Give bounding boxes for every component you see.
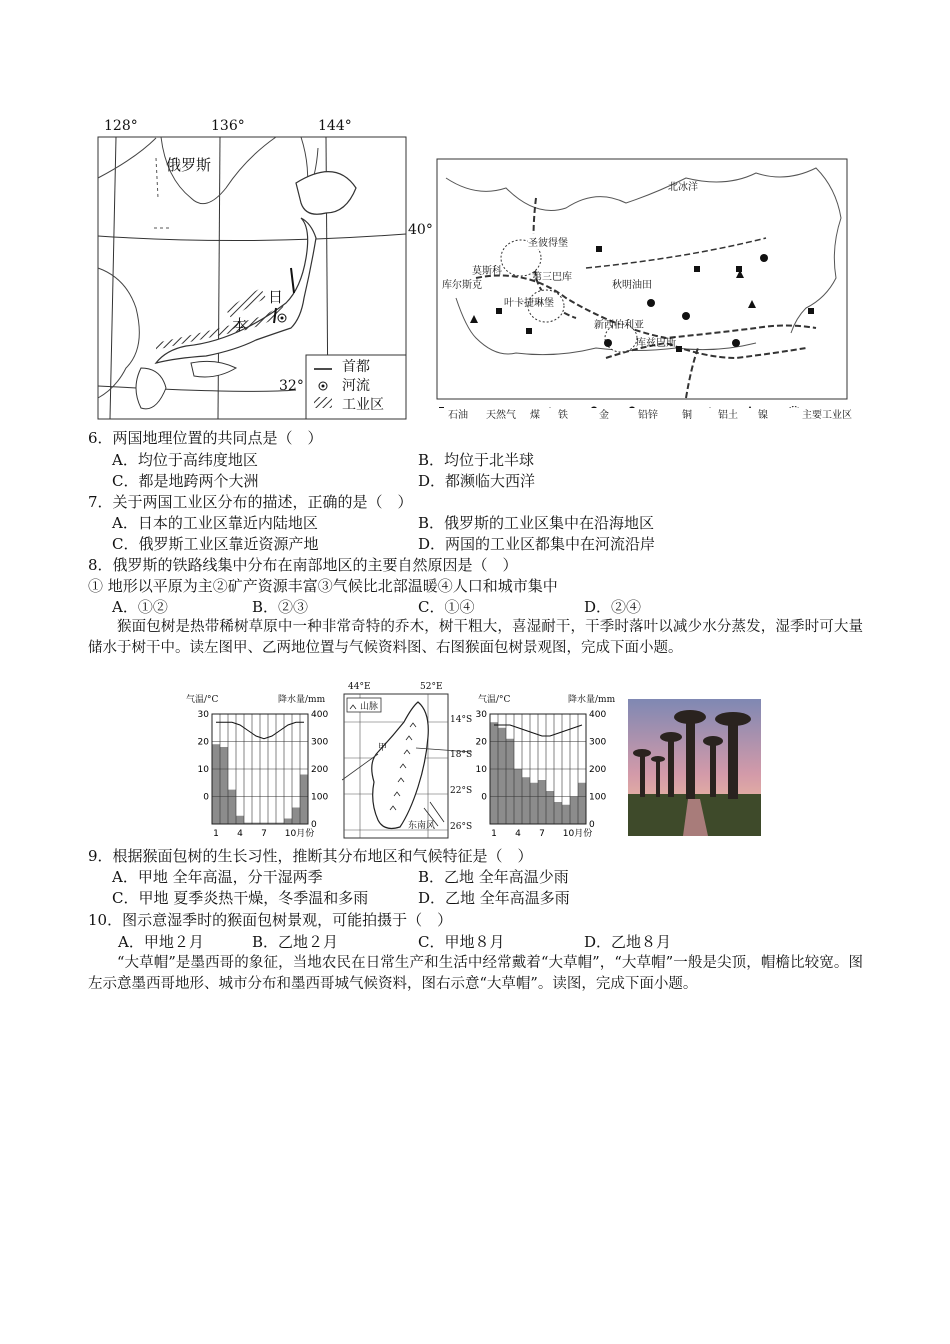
legend-mountain: 山脉 <box>360 702 379 712</box>
lat-22s: 22°S <box>450 786 473 796</box>
q6-option-b[interactable]: B．均位于北半球 <box>418 451 535 469</box>
q8-option-c[interactable]: C．①④ <box>418 598 475 616</box>
month-tick-label: 7 <box>261 829 267 839</box>
precip-bar <box>498 728 506 824</box>
legend-gold: 金 <box>599 410 609 421</box>
city-label: 秋明油田 <box>612 280 652 291</box>
q7-option-a[interactable]: A．日本的工业区靠近内陆地区 <box>112 514 318 532</box>
q8-option-b[interactable]: B．②③ <box>252 598 309 616</box>
precip-tick-label: 300 <box>311 737 329 748</box>
precip-bar <box>562 805 570 824</box>
legend-leadzinc: 铅锌 <box>638 410 658 421</box>
month-tick-label: 10月份 <box>284 829 315 839</box>
lon-label-136: 136° <box>211 118 245 134</box>
y-right-label: 降水量/mm <box>278 695 326 705</box>
month-tick-label: 4 <box>237 829 243 839</box>
precip-bar <box>292 808 300 825</box>
lat-label-40: 40° <box>408 222 433 238</box>
lon-label-144: 144° <box>318 118 352 134</box>
temp-tick-label: 0 <box>481 792 487 803</box>
madagascar-map <box>342 682 472 840</box>
precip-tick-label: 400 <box>311 710 329 720</box>
precip-bar <box>538 780 546 824</box>
legend-bauxite: 铝土 <box>718 410 738 421</box>
city-label: 圣彼得堡 <box>528 234 568 249</box>
japan-label-ri: 日 <box>268 288 284 306</box>
precip-tick-label: 300 <box>589 737 607 748</box>
q9-option-d[interactable]: D．乙地 全年高温多雨 <box>418 889 570 907</box>
city-label: 库兹巴斯 <box>636 338 676 349</box>
legend-gas: 天然气 <box>486 410 516 421</box>
legend-capital: 首都 <box>342 359 370 375</box>
q9-option-a[interactable]: A．甲地 全年高温，分干湿两季 <box>112 868 323 886</box>
precip-tick-label: 0 <box>311 820 317 830</box>
q7-stem: 7．关于两国工业区分布的描述，正确的是（ ） <box>88 493 413 511</box>
q8-stem: 8．俄罗斯的铁路线集中分布在南部地区的主要自然原因是（ ） <box>88 556 518 574</box>
month-tick-label: 7 <box>539 829 545 839</box>
precip-bar <box>506 739 514 824</box>
q7-option-d[interactable]: D．两国的工业区都集中在河流沿岸 <box>418 535 656 553</box>
lat-14s: 14°S <box>450 715 473 725</box>
city-label: 莫斯科 <box>472 266 502 277</box>
legend-river: 河流 <box>342 378 370 394</box>
passage-baobab: 猴面包树是热带稀树草原中一种非常奇特的乔木，树干粗大，喜湿耐干，干季时落叶以减少水分蒸发，湿季时可大量储水于树干中。读左图甲、乙两地位置与气候资料图、右图猴面包树景观图，完成下面小题。 <box>88 619 863 656</box>
month-tick-label: 4 <box>515 829 521 839</box>
q8-option-d[interactable]: D．②④ <box>584 598 642 616</box>
q9-option-c[interactable]: C．甲地 夏季炎热干燥，冬季温和多雨 <box>112 889 369 907</box>
climate-chart-left <box>186 682 338 840</box>
q8-option-a[interactable]: A．①② <box>112 598 168 616</box>
lat-18s: 18°S <box>450 750 473 760</box>
q7-option-c[interactable]: C．俄罗斯工业区靠近资源产地 <box>112 535 319 553</box>
temp-tick-label: 20 <box>475 737 487 748</box>
japan-map <box>96 118 433 423</box>
y-left-label: 气温/°C <box>478 695 511 705</box>
precip-bar <box>522 777 530 824</box>
city-label: 新西伯利亚 <box>594 320 644 331</box>
temp-tick-label: 0 <box>203 792 209 803</box>
q10-option-c[interactable]: C．甲地８月 <box>418 933 505 951</box>
precip-bar <box>228 790 236 824</box>
lat-label-32: 32° <box>279 378 304 394</box>
q6-option-c[interactable]: C．都是地跨两个大洲 <box>112 472 259 490</box>
lon-52e: 52°E <box>420 682 443 692</box>
q10-option-a[interactable]: A．甲地２月 <box>118 933 204 951</box>
place-jia: 甲 <box>378 743 388 753</box>
q10-option-d[interactable]: D．乙地８月 <box>584 933 672 951</box>
month-tick-label: 1 <box>491 829 497 839</box>
q9-option-b[interactable]: B．乙地 全年高温少雨 <box>418 868 569 886</box>
city-label: 第三巴库 <box>532 272 572 283</box>
month-tick-label: 1 <box>213 829 219 839</box>
precip-bar <box>530 783 538 824</box>
q8-items: ① 地形以平原为主②矿产资源丰富③气候比北部温暖④人口和城市集中 <box>88 577 558 595</box>
temp-tick-label: 20 <box>197 737 209 748</box>
temp-tick-label: 10 <box>197 765 209 775</box>
precip-bar <box>236 816 244 824</box>
precip-bar <box>300 775 308 825</box>
precip-tick-label: 0 <box>589 820 595 830</box>
temp-tick-label: 30 <box>197 710 209 720</box>
legend-oil: 石油 <box>448 410 468 421</box>
precip-tick-label: 200 <box>589 765 607 775</box>
precip-bar <box>570 797 578 825</box>
month-tick-label: 10月份 <box>562 829 593 839</box>
q10-option-b[interactable]: B．乙地２月 <box>252 933 339 951</box>
legend-industrial: 工业区 <box>342 397 384 413</box>
q9-stem: 9．根据猴面包树的生长习性，推断其分布地区和气候特征是（ ） <box>88 847 533 865</box>
precip-tick-label: 100 <box>311 792 329 803</box>
lon-44e: 44°E <box>348 682 371 692</box>
city-label: 叶卡捷琳堡 <box>504 298 554 309</box>
y-left-label: 气温/°C <box>186 695 219 705</box>
lat-26s: 26°S <box>450 822 473 832</box>
temp-tick-label: 30 <box>475 710 487 720</box>
precip-bar <box>284 819 292 825</box>
precip-tick-label: 100 <box>589 792 607 803</box>
city-label: 库尔斯克 <box>442 280 482 291</box>
legend-nickel: 镍 <box>758 410 768 421</box>
lon-label-128: 128° <box>104 118 138 134</box>
legend-iron: 铁 <box>558 410 568 421</box>
precip-bar <box>578 783 586 824</box>
arctic-ocean-label: 北冰洋 <box>668 182 698 193</box>
q6-option-d[interactable]: D．都濒临大西洋 <box>418 472 536 490</box>
q6-option-a[interactable]: A．均位于高纬度地区 <box>112 451 258 469</box>
japan-label-ben: 本 <box>232 316 248 334</box>
climate-chart-right <box>464 682 616 840</box>
russia-map <box>436 158 856 428</box>
q6-stem: 6．两国地理位置的共同点是（ ） <box>88 429 323 447</box>
russia-label: 俄罗斯 <box>166 156 212 174</box>
y-right-label: 降水量/mm <box>568 695 616 705</box>
q10-stem: 10．图示意湿季时的猴面包树景观，可能拍摄于（ ） <box>88 911 453 929</box>
temp-tick-label: 10 <box>475 765 487 775</box>
precip-bar <box>220 747 228 824</box>
precip-bar <box>490 722 498 824</box>
precip-bar <box>554 802 562 824</box>
baobab-photo <box>628 699 761 836</box>
passage-sombrero: “大草帽”是墨西哥的象征，当地农民在日常生产和生活中经常戴着“大草帽”，“大草帽”一般是尖顶，帽檐比较宽。图左示意墨西哥地形、城市分布和墨西哥城气候资料，图右示意“大草帽”。读图，完成下面小题。 <box>88 955 863 992</box>
legend-coal: 煤 <box>530 410 540 421</box>
precip-bar <box>212 744 220 824</box>
precip-tick-label: 200 <box>311 765 329 775</box>
legend-copper: 铜 <box>682 410 692 421</box>
precip-bar <box>546 791 554 824</box>
wind-label: 东南风 <box>408 821 436 831</box>
legend-industrial: 主要工业区 <box>802 410 852 421</box>
q7-option-b[interactable]: B．俄罗斯的工业区集中在沿海地区 <box>418 514 655 532</box>
precip-tick-label: 400 <box>589 710 607 720</box>
